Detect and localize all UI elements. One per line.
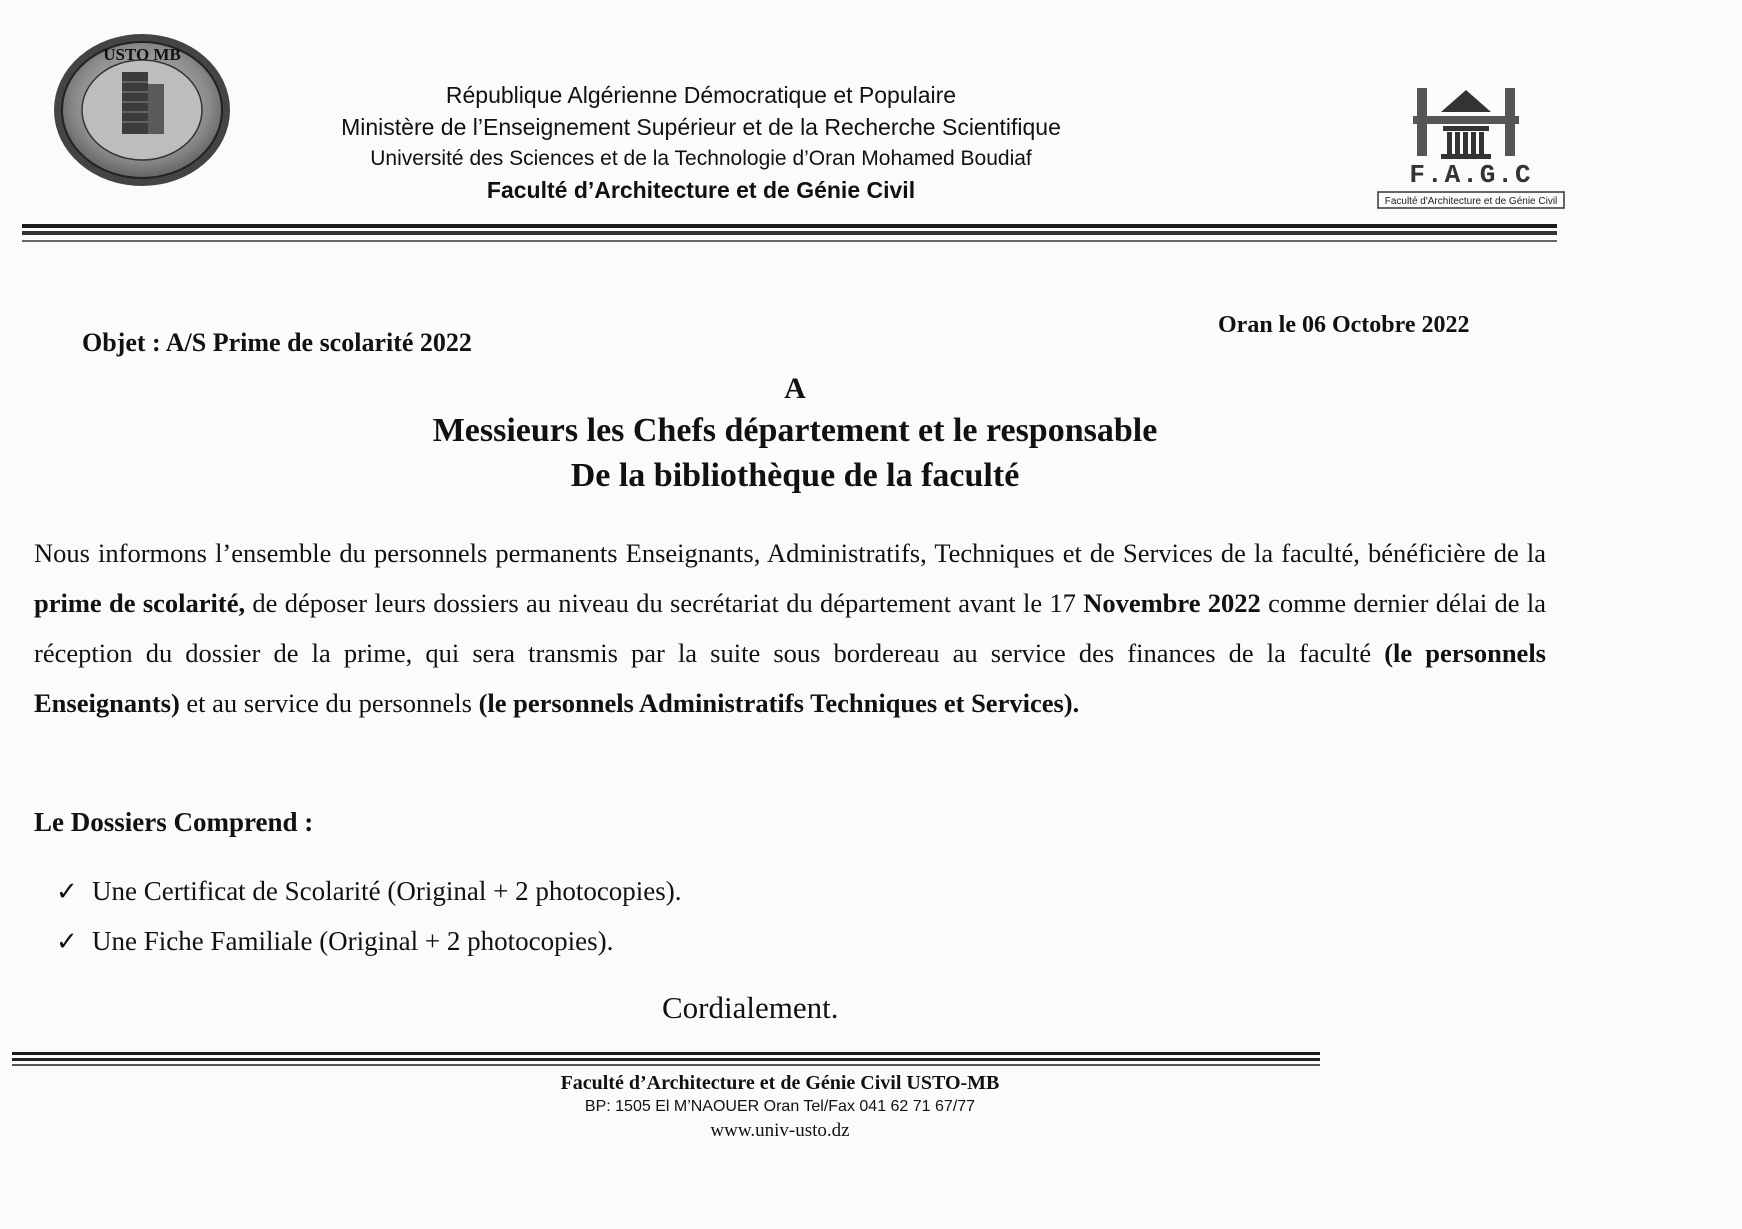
header-ministry: Ministère de l’Enseignement Supérieur et de la Recherche Scientifique bbox=[341, 114, 1061, 140]
seal-text: USTO MB bbox=[103, 45, 181, 64]
body-bold: prime de scolarité, bbox=[34, 588, 246, 618]
subject-line: Objet : A/S Prime de scolarité 2022 bbox=[82, 328, 472, 357]
header-divider bbox=[22, 240, 1557, 242]
footer-website: www.univ-usto.dz bbox=[710, 1120, 850, 1141]
addressee-line-2: De la bibliothèque de la faculté bbox=[570, 457, 1020, 494]
fagc-logo bbox=[1375, 82, 1570, 214]
checkmark-icon: ✓ bbox=[56, 927, 78, 956]
fagc-caption: Faculté d'Architecture et de Génie Civil bbox=[1384, 196, 1558, 207]
body-text: de déposer leurs dossiers au niveau du secrétariat du département avant le 17 bbox=[245, 588, 1084, 618]
body-bold: (le personnels Administratifs Techniques et Services). bbox=[478, 688, 1080, 718]
list-item-text: Une Certificat de Scolarité (Original + 2 photocopies). bbox=[92, 876, 682, 906]
checkmark-icon: ✓ bbox=[56, 877, 78, 906]
fagc-text: F.A.G.C bbox=[1409, 160, 1533, 190]
list-item bbox=[56, 876, 682, 907]
header-divider bbox=[22, 224, 1557, 228]
body-text: Nous informons l’ensemble du personnels permanents Enseignants, Administratifs, Techniques et de Services de la faculté, bénéficière de la bbox=[34, 538, 1546, 568]
header-university: Université des Sciences et de la Technologie d’Oran Mohamed Boudiaf bbox=[370, 147, 1032, 170]
footer-divider bbox=[12, 1064, 1320, 1066]
body-text: comme dernier délai de la réception du dossier de la prime, qui sera transmis par la suite sous bordereau au service des finances de la faculté bbox=[34, 588, 1546, 668]
footer-divider bbox=[12, 1052, 1320, 1055]
date-line: Oran le 06 Octobre 2022 bbox=[1218, 312, 1470, 338]
header-republic: République Algérienne Démocratique et Populaire bbox=[445, 82, 957, 108]
body-bold: Novembre 2022 bbox=[1083, 588, 1261, 618]
body-paragraph bbox=[34, 528, 1546, 728]
list-title: Le Dossiers Comprend : bbox=[34, 807, 314, 837]
body-bold: (le personnels Enseignants) bbox=[34, 638, 1546, 718]
closing: Cordialement. bbox=[662, 990, 839, 1025]
list-item bbox=[56, 926, 613, 957]
list-item-text: Une Fiche Familiale (Original + 2 photocopies). bbox=[92, 926, 614, 956]
footer-faculty: Faculté d’Architecture et de Génie Civil USTO-MB bbox=[560, 1072, 1000, 1094]
header-divider bbox=[22, 231, 1557, 235]
addressee-line-1: Messieurs les Chefs département et le responsable bbox=[432, 412, 1158, 449]
footer-divider bbox=[12, 1058, 1320, 1061]
header-faculty: Faculté d’Architecture et de Génie Civil bbox=[486, 177, 916, 203]
body-text: et au service du personnels bbox=[179, 688, 479, 718]
footer-address: BP: 1505 El M’NAOUER Oran Tel/Fax 041 62 71 67/77 bbox=[584, 1098, 976, 1115]
addressee-a: A bbox=[784, 372, 806, 405]
